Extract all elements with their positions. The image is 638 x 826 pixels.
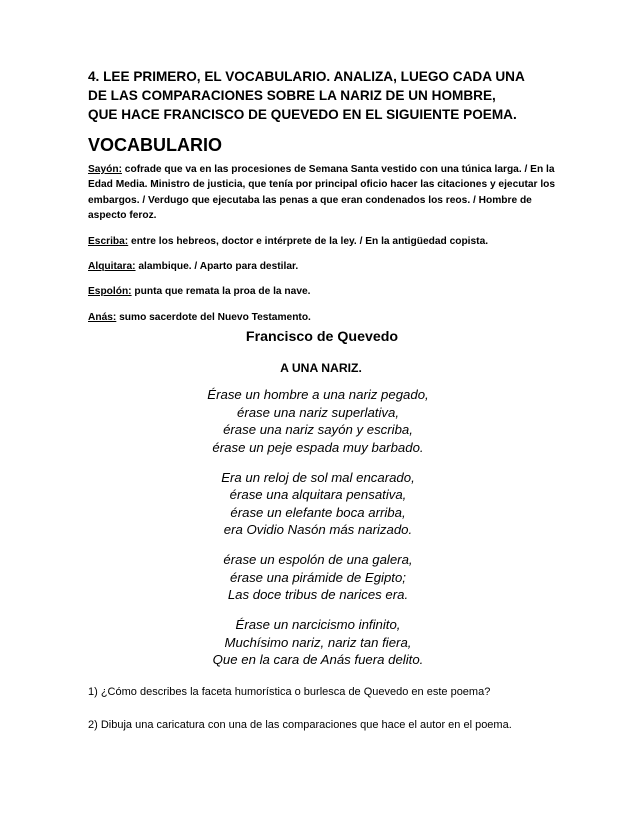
vocabulary-term: Alquitara: (88, 261, 136, 273)
vocabulary-term: Escriba: (88, 235, 129, 247)
poem-line: érase una nariz sayón y escriba, (223, 422, 413, 437)
question-2: 2) Dibuja una caricatura con una de las comparaciones que hace el autor en el poema. (88, 719, 512, 731)
vocabulary-definition: alambique. / Aparto para destilar. (135, 261, 299, 273)
poem-line: Muchísimo nariz, nariz tan fiera, (224, 634, 412, 650)
question-1: 1) ¿Cómo describes la faceta humorística o burlesca de Quevedo en este poema? (88, 686, 491, 698)
vocabulary-entry-escriba (88, 234, 558, 249)
instructions-line: 4. LEE PRIMERO, EL VOCABULARIO. ANALIZA, LUEGO CADA UNA (88, 69, 525, 84)
poem-line: Las doce tribus de narices era. (227, 587, 409, 602)
vocabulary-entry-alquitara (88, 259, 558, 274)
poem-author-text: Francisco de Quevedo (245, 329, 399, 345)
poem-author (0, 328, 638, 346)
vocabulary-entry-espolon (88, 284, 558, 299)
poem-line: érase un peje espada muy barbado. (212, 439, 424, 455)
vocabulary-heading: VOCABULARIO (88, 135, 222, 155)
instructions-line: QUE HACE FRANCISCO DE QUEVEDO EN EL SIGUIENTE POEMA. (88, 107, 517, 122)
poem-title (0, 361, 638, 376)
poem-line: Érase un narcicismo infinito, (235, 617, 401, 632)
poem-line: érase una nariz superlativa, (236, 404, 399, 420)
poem-line: érase un espolón de una galera, (223, 552, 413, 567)
poem-line: Que en la cara de Anás fuera delito. (212, 652, 424, 667)
poem-line: érase una pirámide de Egipto; (230, 569, 406, 585)
poem-line: Era un reloj de sol mal encarado, (221, 469, 415, 485)
poem-line: érase un elefante boca arriba, (230, 504, 406, 520)
vocabulary-definition: punta que remata la proa de la nave. (131, 286, 311, 298)
poem-stanza (0, 469, 638, 539)
vocabulary-definition: sumo sacerdote del Nuevo Testamento. (116, 311, 311, 323)
vocabulary-term: Sayón: (88, 164, 122, 175)
vocabulary-term: Anás: (88, 311, 117, 323)
poem-stanza (0, 386, 638, 456)
poem-line: érase una alquitara pensativa, (229, 487, 407, 502)
vocabulary-entry-anas (88, 310, 558, 325)
vocabulary-list (88, 162, 558, 335)
vocabulary-term: Espolón: (88, 286, 132, 298)
vocabulary-entry-sayon (88, 162, 558, 224)
poem-stanza (0, 616, 638, 669)
poem-title-text: A UNA NARIZ. (280, 361, 362, 375)
poem-line: Érase un hombre a una nariz pegado, (207, 387, 429, 402)
instructions-line: DE LAS COMPARACIONES SOBRE LA NARIZ DE UN HOMBRE, (88, 88, 496, 103)
instructions-heading (88, 67, 558, 124)
poem-stanza (0, 551, 638, 604)
poem-line: era Ovidio Nasón más narizado. (223, 522, 413, 537)
poem-body (0, 386, 638, 681)
vocabulary-definition: entre los hebreos, doctor e intérprete de la ley. / En la antigüedad copista. (128, 235, 489, 247)
vocabulary-definition: cofrade que va en las procesiones de Semana Santa vestido con una túnica larga. / En la Edad Media. Ministro de justicia, que tenía por principal oficio hacer las citaciones y ejecutar los embargos. / Verdugo que ejecutaba las penas a que eran condenados los reos. / Hombre de aspecto feroz. (88, 164, 556, 222)
